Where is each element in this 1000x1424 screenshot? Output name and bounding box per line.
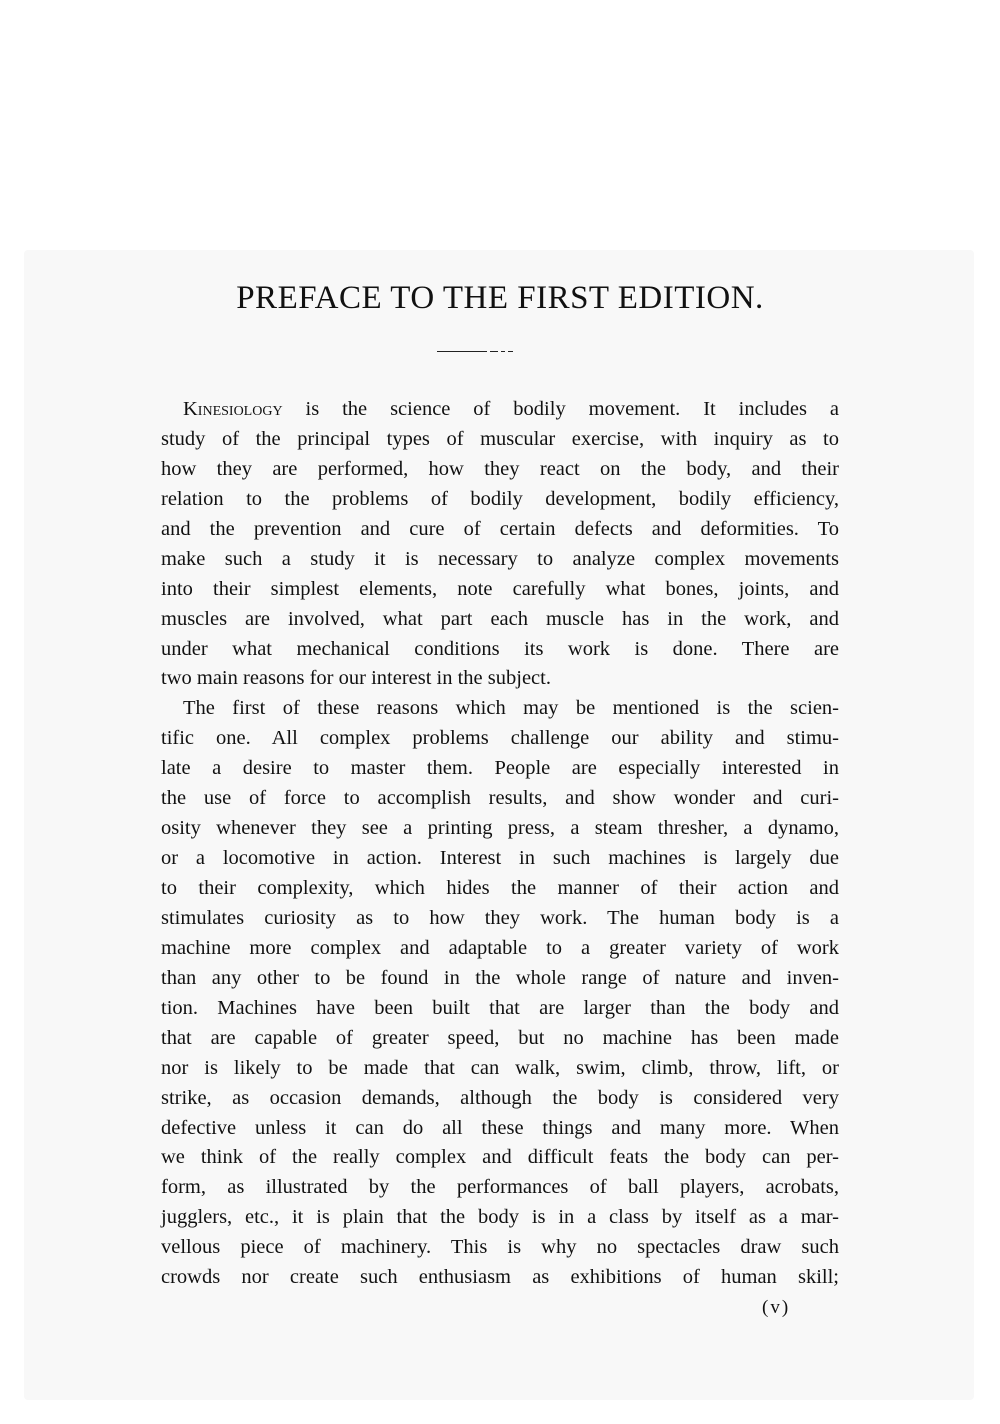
text-line: make such a study it is necessary to analyze complex movements xyxy=(161,547,839,570)
heading-ornament-rule xyxy=(437,350,515,354)
text-line: Kinesiology is the science of bodily movement. It includes a xyxy=(183,398,839,420)
text-line: than any other to be found in the whole range of nature and inven- xyxy=(161,966,839,989)
text-line: late a desire to master them. People are especially interested in xyxy=(161,757,839,780)
text-line: that are capable of greater speed, but no machine has been made xyxy=(161,1026,839,1049)
text-line: osity whenever they see a printing press, a steam thresher, a dynamo, xyxy=(161,817,839,840)
text-line: two main reasons for our interest in the subject. xyxy=(161,667,551,690)
text-line: we think of the really complex and difficult feats the body can per- xyxy=(161,1146,839,1169)
text-line: strike, as occasion demands, although the body is considered very xyxy=(161,1086,839,1109)
text-line: muscles are involved, what part each muscle has in the work, and xyxy=(161,607,839,630)
text-line: nor is likely to be made that can walk, swim, climb, throw, lift, or xyxy=(161,1056,839,1079)
text-line: crowds nor create such enthusiasm as exhibitions of human skill; xyxy=(161,1266,839,1289)
text-line: tion. Machines have been built that are larger than the body and xyxy=(161,996,839,1019)
page-number: (v) xyxy=(762,1297,791,1318)
paragraph-2 xyxy=(161,694,839,1293)
text-line: how they are performed, how they react on the body, and their xyxy=(161,457,839,480)
text-line: machine more complex and adaptable to a greater variety of work xyxy=(161,936,839,959)
text-line: into their simplest elements, note carefully what bones, joints, and xyxy=(161,577,839,600)
text-line: defective unless it can do all these things and many more. When xyxy=(161,1116,839,1139)
preface-body xyxy=(161,395,839,1293)
text-line: under what mechanical conditions its work is done. There are xyxy=(161,637,839,660)
text-line: The first of these reasons which may be mentioned is the scien- xyxy=(183,697,839,720)
text-line: vellous piece of machinery. This is why no spectacles draw such xyxy=(161,1236,839,1259)
text-line: relation to the problems of bodily development, bodily efficiency, xyxy=(161,487,839,510)
text-line: and the prevention and cure of certain defects and deformities. To xyxy=(161,517,839,540)
text-line: the use of force to accomplish results, and show wonder and curi- xyxy=(161,787,839,810)
text-line: stimulates curiosity as to how they work. The human body is a xyxy=(161,906,839,929)
page-heading: PREFACE TO THE FIRST EDITION. xyxy=(236,280,764,316)
text-line: to their complexity, which hides the manner of their action and xyxy=(161,877,839,899)
lead-word: Kinesiology xyxy=(183,398,283,420)
text-line: or a locomotive in action. Interest in such machines is largely due xyxy=(161,847,839,870)
text-line: jugglers, etc., it is plain that the body is in a class by itself as a mar- xyxy=(161,1206,839,1229)
paragraph-1 xyxy=(161,395,839,694)
text-line: form, as illustrated by the performances of ball players, acrobats, xyxy=(161,1176,839,1199)
text-line: tific one. All complex problems challenge our ability and stimu- xyxy=(161,727,839,750)
text-line: study of the principal types of muscular exercise, with inquiry as to xyxy=(161,427,839,450)
